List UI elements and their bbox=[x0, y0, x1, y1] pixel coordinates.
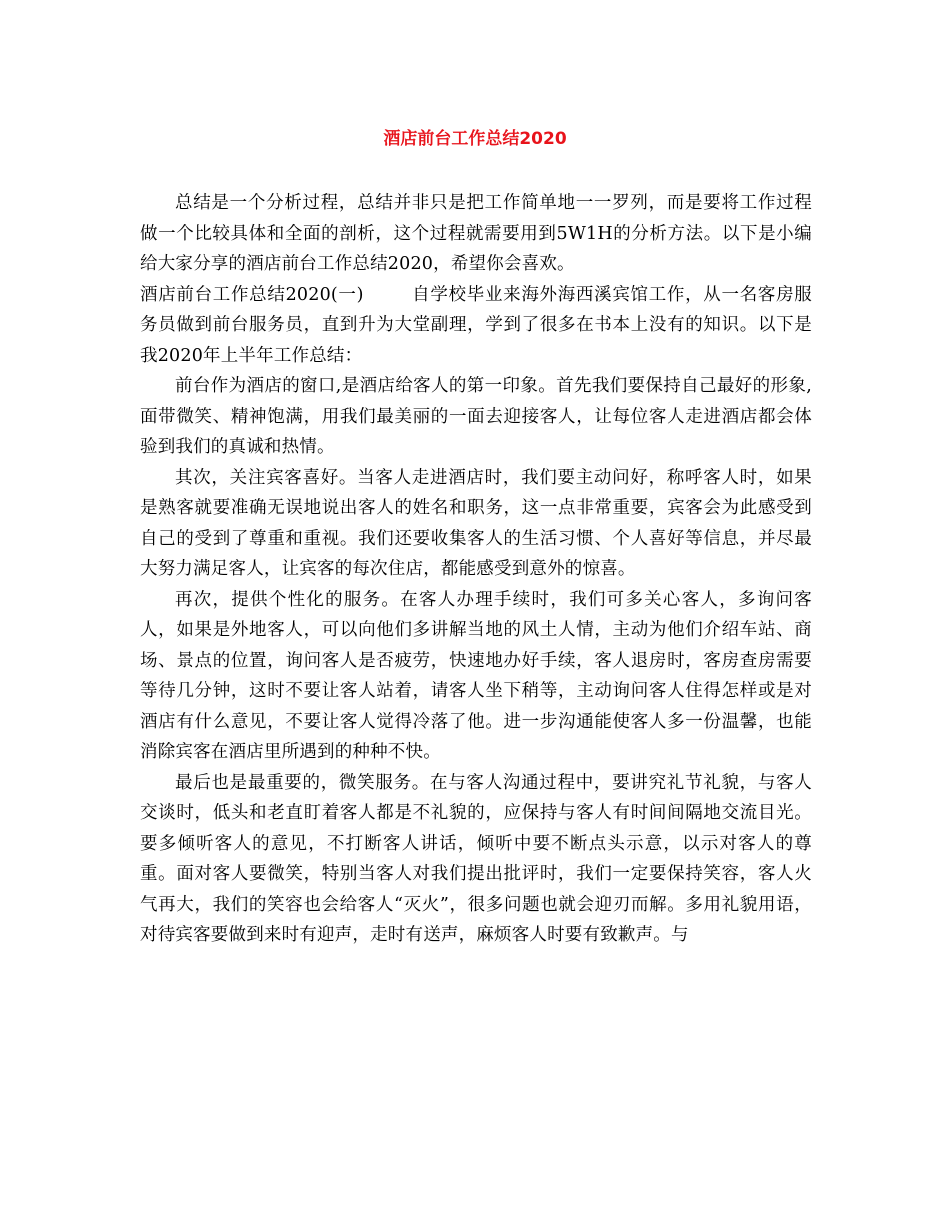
paragraph-4: 其次，关注宾客喜好。当客人走进酒店时，我们要主动问好，称呼客人时，如果是熟客就要准确无误地说出客人的姓名和职务，这一点非常重要，宾客会为此感受到自己的受到了尊重和重视。我们还要收集客人的生活习惯、个人喜好等信息，并尽最大努力满足客人，让宾客的每次住店，都能感受到意外的惊喜。 bbox=[140, 467, 812, 579]
section-heading: 酒店前台工作总结2020(一) bbox=[140, 284, 364, 305]
paragraph-2 bbox=[140, 280, 812, 372]
paragraph-1: 总结是一个分析过程，总结并非只是把工作简单地一一罗列，而是要将工作过程做一个比较具体和全面的剖析，这个过程就需要用到5W1H的分析方法。以下是小编给大家分享的酒店前台工作总结2020，希望你会喜欢。 bbox=[140, 193, 812, 274]
paragraph-5: 再次，提供个性化的服务。在客人办理手续时，我们可多关心客人，多询问客人，如果是外地客人，可以向他们多讲解当地的风土人情，主动为他们介绍车站、商场、景点的位置，询问客人是否疲劳，快速地办好手续，客人退房时，客房查房需要等待几分钟，这时不要让客人站着，请客人坐下稍等，主动询问客人住得怎样或是对酒店有什么意见，不要让客人觉得冷落了他。进一步沟通能使客人多一份温馨，也能消除宾客在酒店里所遇到的种种不快。 bbox=[140, 589, 812, 762]
paragraph-3: 前台作为酒店的窗口,是酒店给客人的第一印象。首先我们要保持自己最好的形象,面带微笑、精神饱满，用我们最美丽的一面去迎接客人，让每位客人走进酒店都会体验到我们的真诚和热情。 bbox=[140, 376, 812, 457]
paragraph-2-text: 自学校毕业来海外海西溪宾馆工作，从一名客房服务员做到前台服务员，直到升为大堂副理，学到了很多在书本上没有的知识。以下是我2020年上半年工作总结： bbox=[140, 284, 812, 366]
paragraph-6: 最后也是最重要的，微笑服务。在与客人沟通过程中，要讲究礼节礼貌，与客人交谈时，低头和老直盯着客人都是不礼貌的，应保持与客人有时间间隔地交流目光。要多倾听客人的意见，不打断客人讲话，倾听中要不断点头示意，以示对客人的尊重。面对客人要微笑，特别当客人对我们提出批评时，我们一定要保持笑容，客人火气再大，我们的笑容也会给客人“灭火”，很多问题也就会迎刃而解。多用礼貌用语，对待宾客要做到来时有迎声，走时有送声，麻烦客人时要有致歉声。与 bbox=[140, 772, 812, 945]
document-title: 酒店前台工作总结2020 bbox=[383, 129, 567, 149]
document-body bbox=[140, 188, 812, 951]
